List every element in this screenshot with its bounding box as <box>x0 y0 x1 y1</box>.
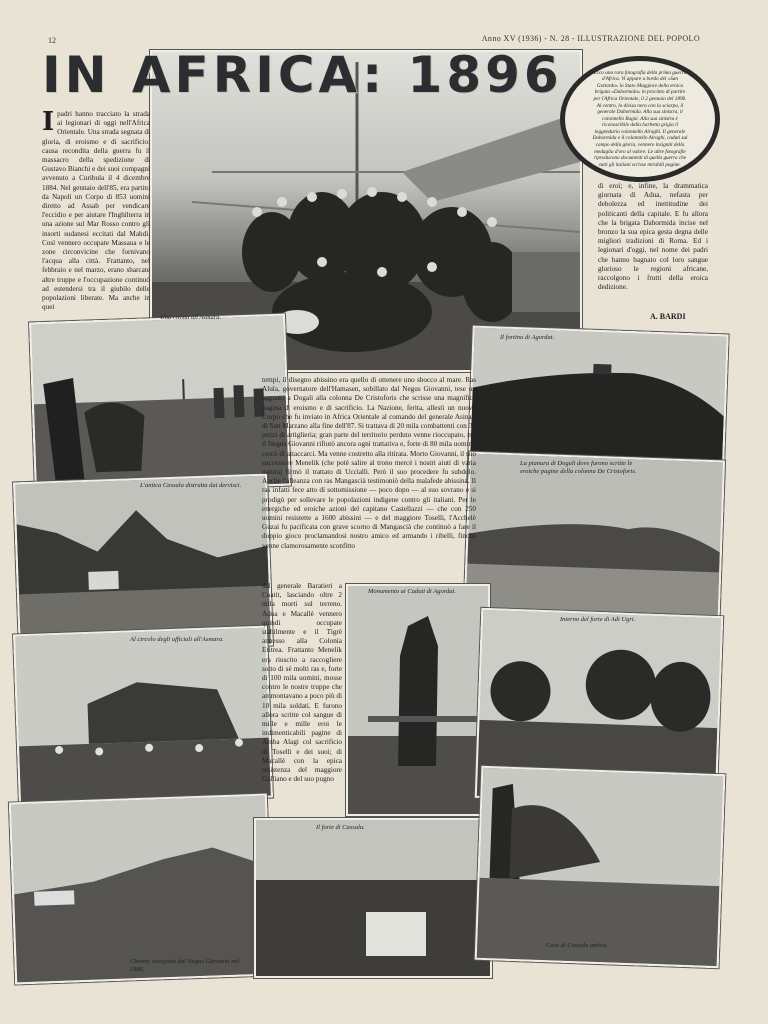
caption-dogali-plain: La pianura di Dogali dove furono scritte le eroiche pagine della colonna De Cristoforis. <box>520 460 637 475</box>
drop-cap: I <box>42 110 55 137</box>
caption-adi-ugri-fort: Interno del forte di Adi Ugri. <box>560 616 636 623</box>
caption-old-cassala: L'antica Cassala distrutta dai dervisci. <box>140 482 242 489</box>
caption-asmara-review: Una rivista all'Asmara. <box>160 314 222 321</box>
issue-header: Anno XV (1936) - N. 28 - ILLUSTRAZIONE DEL POPOLO <box>481 34 700 43</box>
lower-column-text: dal generale Baratieri a Coatit, lasciando oltre 2 mila morti sul terreno. Adua e Macallè vennero quindi occupate stabilmente e il Tigrè annesso alla Colonia Eritrea. Frattanto Menelik era riuscito a raccogliere sotto di sè molti ras e, forte di 100 mila uomini, mosse contro le nostre truppe che ammontavano a poco più di 10 mila soldati. E furono allora scritte col sangue di mille e mille eroi le indimenticabili pagine di Amba Alagi col sacrificio di Toselli e dei suoi; di Macallè con la epica resistenza del maggiore Galliano e del suo pugno <box>262 582 342 784</box>
photo-agordat-monument <box>346 584 490 816</box>
photo-cheren <box>9 794 273 985</box>
intro-text: padri hanno tracciato la strada ai legionari di oggi nell'Africa Orientale. Una strada segnata di gloria, di eroismo e di sacrificio: causa recondita della guerra fu il massacro della spedizione di Gustavo Bianchi e dei suoi compagni avvenuto a Curibula il 4 dicembre 1884. Nel gennaio dell'85, era partito da Napoli un Corpo di 853 uomini diretto ad Assab per vendicare l'eccidio e per aiutare l'Inghilterra in una azione sul Mar Rosso contro gli insorti sudanesi eccitati dal Mahdi. Così vennero occupate Massaua e le zone circonvicine che fornivano l'acqua alla città. Frattanto, nel febbraio e nel marzo, erano sbarcate altre truppe e l'occupazione continuò ad estendersi tra il giubilo delle popolazioni liberate. Ma anche in quei <box>42 110 150 312</box>
circle-caption-box <box>560 56 720 182</box>
author-signature: A. BARDI <box>650 312 686 321</box>
photo-cassala-houses <box>475 766 726 968</box>
caption-agordat-monument: Monumento ai Caduti di Agordat. <box>368 588 456 595</box>
page-title: IN AFRICA: 1896 <box>42 46 563 104</box>
caption-officers-club: Al circolo degli ufficiali all'Asmara. <box>130 636 224 643</box>
photo-asmara-review <box>29 314 291 495</box>
right-column-text: di eroi; e, infine, la drammatica giornata di Adua, nefasta per debolezza ed inettitudine dei politicanti della capitale. E fu allora che la brigata Dabormida incise nel bronzo la sua epica gesta degna delle migliori tradizioni di Roma. Ed i legionari d'oggi, nel nome dei padri che hanno bagnato col loro sangue glorioso le regioni africane, raccolgono i frutti della eroica dedizione. <box>598 182 708 292</box>
caption-cheren: Cheren, occupata dal Negus Giovanni nel 1886. <box>130 958 240 973</box>
circle-caption-text: Ecco una rara fotografia della prima guerra d'Africa. Vi appare a bordo del «San Gottardo» lo Stato Maggiore della eroica brigata «Dabormida» in procinto di partire per l'Africa Orientale, il 2 gennaio del 1896. Al centro, lo divisa nera con la sciarpa, il generale Dabormida. Alla sua sinistra, il colonnello Ragni. Alla sua sinistra è riconoscibile dalla barbetta grigia il leggendario colonnello Airaghi. Il generale Dabormida e il colonnello Airaghi, caduti sul campo della gloria, vennero insigniti della medaglia d'oro al valore. Le altre fotografie riproducono documenti di quella guerra che tutti gli italiani scrisse mirabili pagine. <box>592 69 688 168</box>
intro-column <box>42 110 150 338</box>
caption-agordat-fort: Il fortino di Agordat. <box>500 334 555 341</box>
page-number: 12 <box>48 36 56 45</box>
caption-cassala-fort: Il forte di Cassala. <box>316 824 365 831</box>
photo-officers-club <box>13 626 273 807</box>
caption-cassala-houses: Case di Cassala antica. <box>546 942 608 949</box>
center-column-text: tempi, il disegno abissino era quello di ottenere uno sbocco al mare. Ras Alula, governatore dell'Hamasen, sobillato dal Negus Giovanni, tese un agguato a Dogali alla colonna De Cristoforis che scrisse una magnifica pagina di eroismo e di sacrificio. La Nazione, ferita, allestì un nuovo Corpo che fu inviato in Africa Orientale al comando del generale Asinari di San Marzano alla fine dell'87. Si trattava di 20 mila combattenti con 38 pezzi di artiglieria; gran parte del territorio perduto venne rioccupato, ma il Negus Giovanni rifiutò ancora ogni trattativa e, forte di 80 mila uomini, cercò di attaccarci. Ma venne costretto alla ritirata. Morto Giovanni, il suo successore Menelik (che potè salire al trono mercè i nostri aiuti di varia natura) firmò il trattato di Uccialli. Però il suo procedere fu subdolo. Anche l'alleanza con ras Mangascià testimoniò della malafede abissina. Il ras infatti fece atto di sottomissione — poco dopo — al suo sovrano e si prodigò per sollevare le popolazioni indigene contro gli italiani. Per le energiche ed eroiche azioni del capitano Castellazzi — che con 250 uomini resistette a 1600 abissini — e del maggiore Toselli, l'Acchelè Guzai fu pacificata con grave scorno di Mangascià che continuò a fare il doppio gioco proclamandosi nostro amico ed armando i ribelli, finchè venne clamorosamente sconfitto <box>262 376 476 550</box>
photo-cassala-fort <box>254 818 492 978</box>
